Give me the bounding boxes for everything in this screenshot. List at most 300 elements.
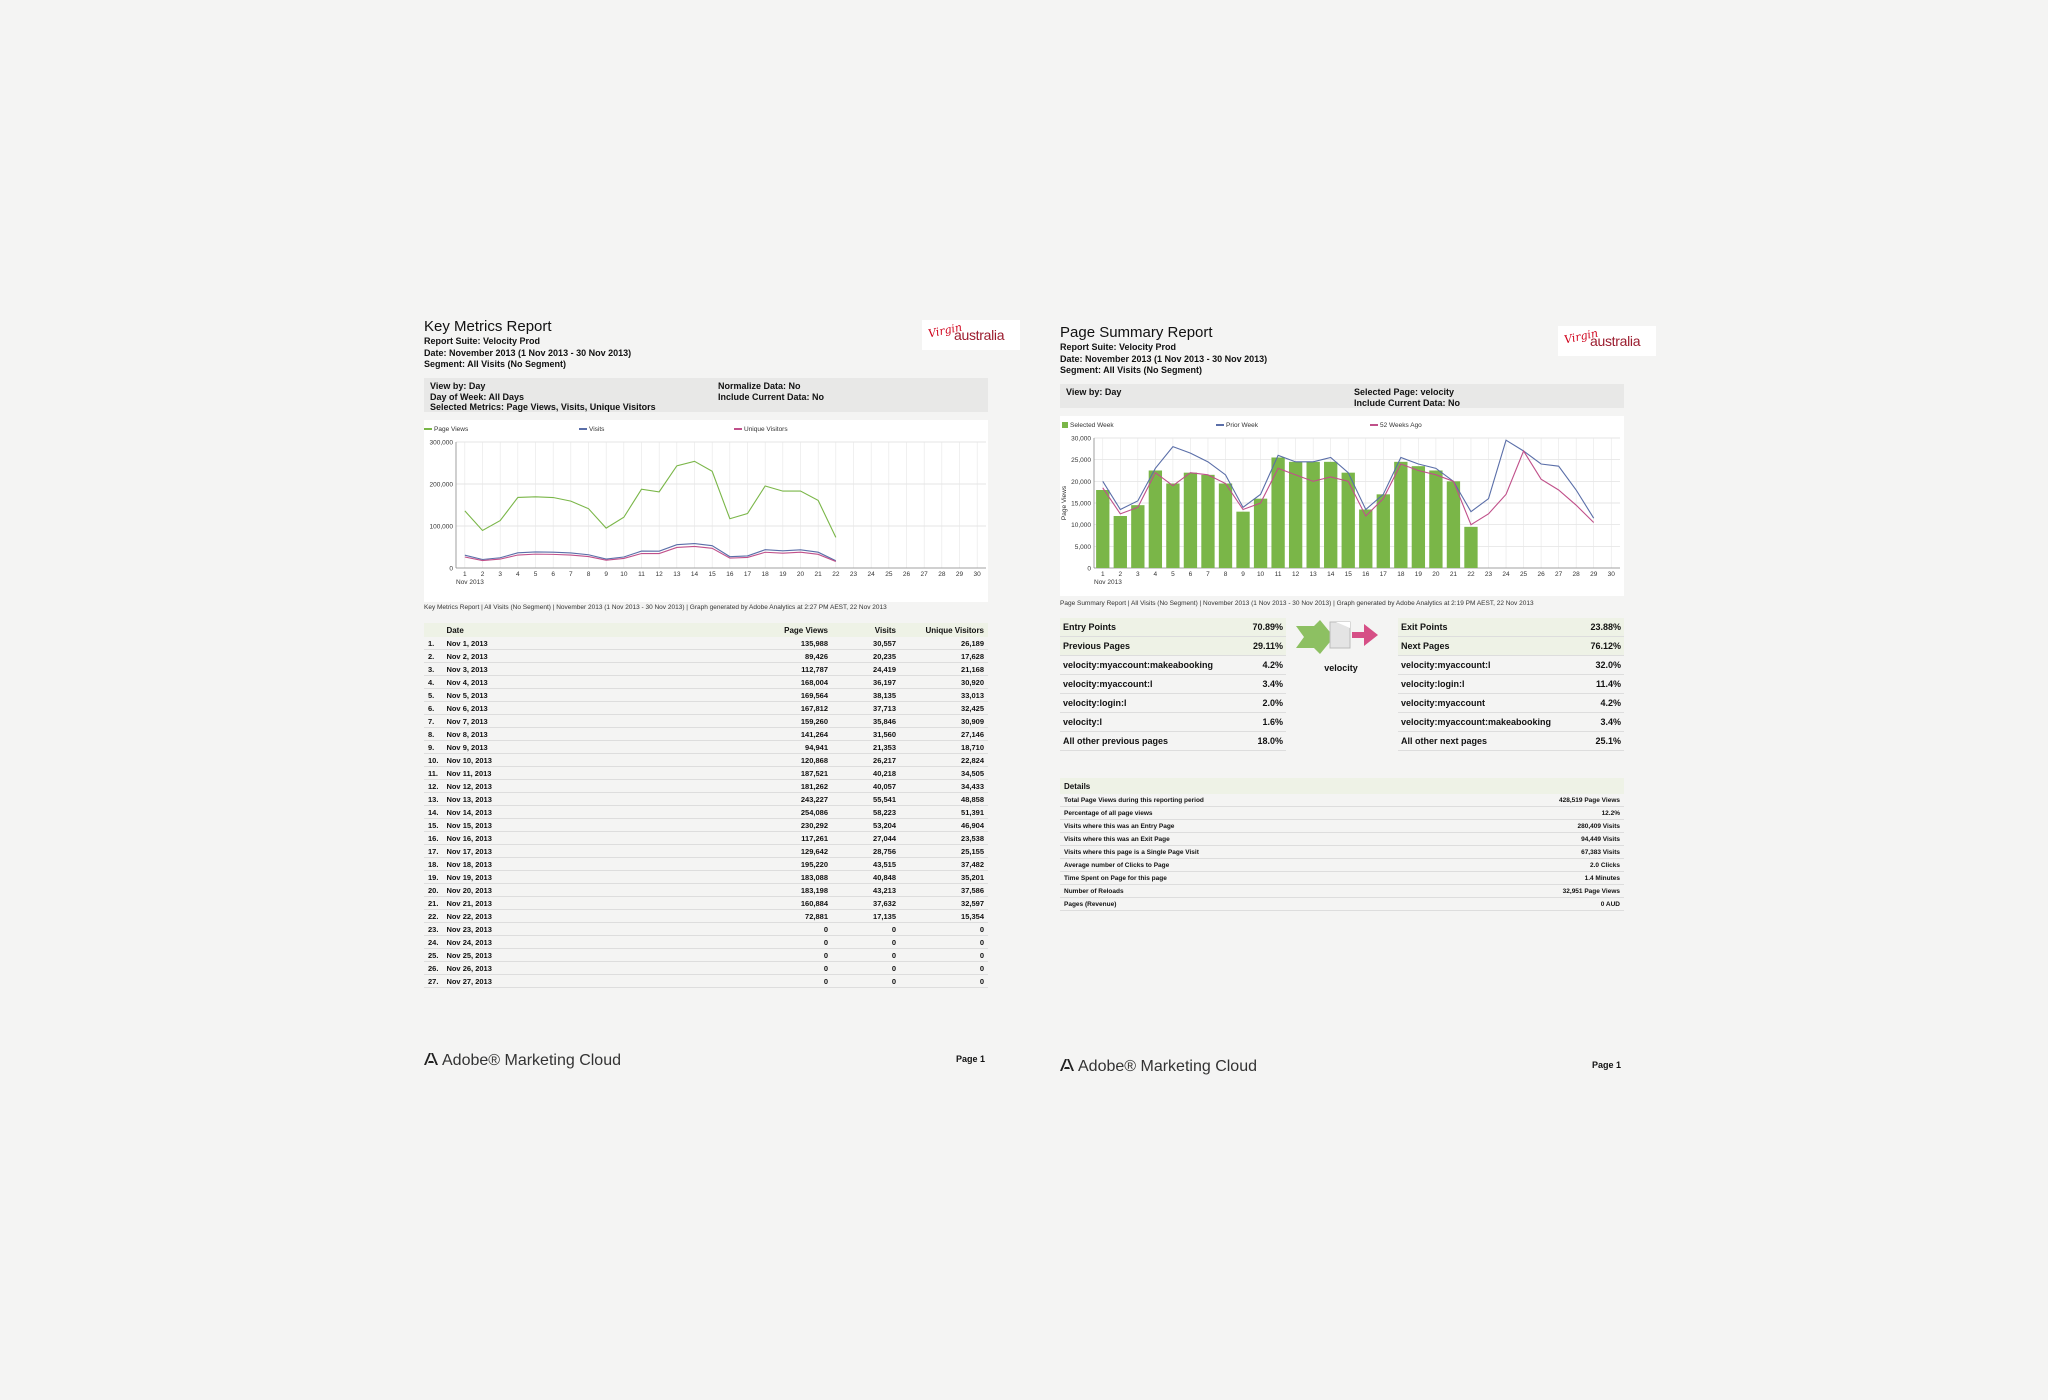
y-tick-label: 300,000 <box>429 439 453 447</box>
col-date: Date <box>442 623 744 637</box>
details-label: Time Spent on Page for this page <box>1060 872 1445 885</box>
x-tick-label: 2 <box>1118 571 1123 578</box>
page-percent: 11.4% <box>1581 675 1624 694</box>
x-tick-label: 29 <box>1590 571 1598 578</box>
row-visits: 31,560 <box>832 728 900 741</box>
row-date: Nov 26, 2013 <box>442 962 744 975</box>
x-tick-label: 9 <box>604 571 608 578</box>
next-pages-row <box>1398 637 1624 656</box>
logo-mark: Virgin <box>927 320 964 341</box>
details-label: Number of Reloads <box>1060 885 1445 898</box>
table-row <box>424 923 988 936</box>
bar <box>1412 466 1425 568</box>
bar <box>1394 462 1407 568</box>
previous-pages-value: 29.11% <box>1243 637 1286 656</box>
option-day-of-week: Day of Week: All Days <box>430 391 525 402</box>
details-row <box>1060 820 1624 833</box>
report-segment: Segment: All Visits (No Segment) <box>424 359 567 369</box>
exit-points-row <box>1398 618 1624 637</box>
row-page-views: 181,262 <box>744 780 832 793</box>
row-date: Nov 17, 2013 <box>442 845 744 858</box>
table-row <box>424 871 988 884</box>
page-percent: 2.0% <box>1243 694 1286 713</box>
details-table <box>1060 778 1624 911</box>
row-unique-visitors: 37,482 <box>900 858 988 871</box>
bar <box>1359 510 1372 569</box>
row-visits: 40,218 <box>832 767 900 780</box>
bar <box>1236 512 1249 568</box>
series-line-visits <box>465 544 836 561</box>
series-selected-week <box>1096 458 1478 569</box>
row-unique-visitors: 0 <box>900 962 988 975</box>
exit-page-row <box>1398 713 1624 732</box>
row-page-views: 187,521 <box>744 767 832 780</box>
row-date: Nov 18, 2013 <box>442 858 744 871</box>
table-row <box>424 884 988 897</box>
x-tick-label: 28 <box>1572 571 1580 578</box>
report-date: Date: November 2013 (1 Nov 2013 - 30 Nov 2013) <box>424 347 632 358</box>
row-unique-visitors: 33,013 <box>900 689 988 702</box>
row-visits: 38,135 <box>832 689 900 702</box>
row-unique-visitors: 26,189 <box>900 637 988 650</box>
row-date: Nov 15, 2013 <box>442 819 744 832</box>
legend-label: Visits <box>589 426 605 433</box>
logo-word: australia <box>1590 333 1641 349</box>
row-rank: 2. <box>424 650 442 663</box>
bar-line-chart <box>1060 432 1624 592</box>
row-rank: 16. <box>424 832 442 845</box>
logo-mark: Virgin <box>1563 326 1600 347</box>
page-name: velocity:l <box>1060 713 1243 732</box>
row-unique-visitors: 17,628 <box>900 650 988 663</box>
table-row <box>424 676 988 689</box>
bar <box>1114 516 1127 568</box>
row-page-views: 120,868 <box>744 754 832 767</box>
row-unique-visitors: 37,586 <box>900 884 988 897</box>
x-sublabel: Nov 2013 <box>456 579 484 586</box>
entry-page-row <box>1060 675 1286 694</box>
row-visits: 40,848 <box>832 871 900 884</box>
row-rank: 1. <box>424 637 442 650</box>
legend-swatch <box>1216 424 1224 426</box>
table-row <box>424 767 988 780</box>
page-percent: 3.4% <box>1581 713 1624 732</box>
legend-label: Selected Week <box>1070 422 1114 429</box>
bar <box>1447 481 1460 568</box>
bar <box>1201 475 1214 568</box>
row-visits: 20,235 <box>832 650 900 663</box>
table-header-row <box>424 623 988 637</box>
y-tick-label: 15,000 <box>1071 500 1091 508</box>
row-rank: 22. <box>424 910 442 923</box>
row-rank: 23. <box>424 923 442 936</box>
row-rank: 6. <box>424 702 442 715</box>
entry-points-value: 70.89% <box>1243 618 1286 637</box>
table-row <box>424 949 988 962</box>
adobe-marketing-cloud-brand <box>1060 1058 1257 1076</box>
table-row <box>424 910 988 923</box>
legend-label: Page Views <box>434 426 469 433</box>
page-name: velocity:myaccount:l <box>1398 656 1581 675</box>
x-tick-label: 3 <box>1136 571 1140 578</box>
row-page-views: 89,426 <box>744 650 832 663</box>
exit-points-table <box>1398 618 1624 751</box>
row-date: Nov 23, 2013 <box>442 923 744 936</box>
x-tick-label: 17 <box>743 571 752 578</box>
row-visits: 55,541 <box>832 793 900 806</box>
x-tick-label: 5 <box>533 571 538 578</box>
row-rank: 7. <box>424 715 442 728</box>
row-visits: 0 <box>832 975 900 988</box>
bar <box>1342 473 1355 568</box>
legend-item-prior-week <box>1216 422 1258 429</box>
x-tick-label: 5 <box>1171 571 1175 578</box>
col-unique-visitors: Unique Visitors <box>900 623 988 637</box>
bar <box>1377 494 1390 568</box>
y-tick-label: 0 <box>1087 565 1091 573</box>
row-visits: 58,223 <box>832 806 900 819</box>
virgin-australia-logo <box>1558 326 1656 356</box>
exit-page-row <box>1398 694 1624 713</box>
details-row <box>1060 807 1624 820</box>
row-unique-visitors: 25,155 <box>900 845 988 858</box>
row-unique-visitors: 0 <box>900 975 988 988</box>
legend-swatch <box>734 428 742 430</box>
table-row <box>424 780 988 793</box>
option-include-current: Include Current Data: No <box>1354 397 1461 408</box>
x-tick-label: 10 <box>620 571 628 578</box>
page-percent: 32.0% <box>1581 656 1624 675</box>
x-tick-label: 20 <box>1432 571 1440 578</box>
details-row <box>1060 872 1624 885</box>
x-tick-label: 23 <box>849 571 858 578</box>
row-page-views: 0 <box>744 949 832 962</box>
bar <box>1166 484 1179 569</box>
option-view-by: View by: Day <box>430 381 486 391</box>
page-number: Page 1 <box>1592 1060 1622 1070</box>
details-row <box>1060 833 1624 846</box>
table-row <box>424 728 988 741</box>
x-tick-label: 22 <box>832 571 840 578</box>
legend-item-page-views <box>424 426 468 433</box>
table-row <box>424 897 988 910</box>
details-header: Details <box>1060 778 1624 794</box>
selected-page-label: velocity <box>1324 663 1358 673</box>
row-date: Nov 16, 2013 <box>442 832 744 845</box>
row-visits: 35,846 <box>832 715 900 728</box>
row-unique-visitors: 34,433 <box>900 780 988 793</box>
page-name: velocity:myaccount:makeabooking <box>1060 656 1243 675</box>
row-page-views: 183,198 <box>744 884 832 897</box>
adobe-logo-icon <box>424 1052 438 1066</box>
col-page-views: Page Views <box>744 623 832 637</box>
page-summary-report-page <box>1058 318 1658 1098</box>
x-tick-label: 20 <box>796 571 805 578</box>
entry-page-row <box>1060 732 1286 751</box>
row-visits: 0 <box>832 936 900 949</box>
row-page-views: 167,812 <box>744 702 832 715</box>
details-label: Average number of Clicks to Page <box>1060 859 1445 872</box>
table-row <box>424 715 988 728</box>
page-name: velocity:myaccount:l <box>1060 675 1243 694</box>
option-selected-page: Selected Page: velocity <box>1354 387 1455 397</box>
row-rank: 5. <box>424 689 442 702</box>
row-page-views: 195,220 <box>744 858 832 871</box>
row-page-views: 160,884 <box>744 897 832 910</box>
x-tick-label: 3 <box>498 571 502 578</box>
x-tick-label: 12 <box>1292 571 1300 578</box>
table-row <box>424 754 988 767</box>
bar <box>1271 458 1284 569</box>
row-rank: 13. <box>424 793 442 806</box>
x-tick-label: 11 <box>1274 571 1282 578</box>
row-rank: 20. <box>424 884 442 897</box>
row-rank: 27. <box>424 975 442 988</box>
row-date: Nov 14, 2013 <box>442 806 744 819</box>
page-name: velocity:login:l <box>1060 694 1243 713</box>
table-row <box>424 689 988 702</box>
x-tick-label: 25 <box>885 571 893 578</box>
row-date: Nov 5, 2013 <box>442 689 744 702</box>
legend-swatch <box>579 428 587 430</box>
page-percent: 4.2% <box>1581 694 1624 713</box>
details-row <box>1060 898 1624 911</box>
y-axis-label: Page Views <box>1061 485 1068 521</box>
x-tick-label: 7 <box>1206 571 1210 578</box>
row-page-views: 230,292 <box>744 819 832 832</box>
bar <box>1149 471 1162 569</box>
legend-label: Unique Visitors <box>744 426 788 433</box>
bar <box>1131 505 1144 568</box>
details-header-row <box>1060 778 1624 794</box>
table-row <box>424 962 988 975</box>
row-rank: 19. <box>424 871 442 884</box>
bar <box>1096 490 1109 568</box>
details-row <box>1060 846 1624 859</box>
y-tick-label: 10,000 <box>1071 522 1091 530</box>
next-pages-label: Next Pages <box>1398 637 1581 656</box>
details-value: 32,951 Page Views <box>1445 885 1624 898</box>
row-visits: 0 <box>832 949 900 962</box>
report-options <box>1060 384 1624 408</box>
row-visits: 30,557 <box>832 637 900 650</box>
table-row <box>424 663 988 676</box>
details-value: 94,449 Visits <box>1445 833 1624 846</box>
details-value: 0 AUD <box>1445 898 1624 911</box>
previous-pages-label: Previous Pages <box>1060 637 1243 656</box>
bar <box>1219 484 1232 569</box>
y-tick-label: 200,000 <box>429 481 453 489</box>
row-visits: 43,515 <box>832 858 900 871</box>
x-tick-label: 6 <box>551 571 555 578</box>
row-rank: 10. <box>424 754 442 767</box>
table-row <box>424 975 988 988</box>
x-tick-label: 1 <box>463 571 467 578</box>
table-row <box>424 936 988 949</box>
key-metrics-chart <box>424 420 988 602</box>
report-suite: Report Suite: Velocity Prod <box>1060 342 1177 352</box>
bar <box>1289 462 1302 568</box>
details-label: Percentage of all page views <box>1060 807 1445 820</box>
entry-page-row <box>1060 694 1286 713</box>
x-tick-label: 8 <box>1223 571 1228 578</box>
x-tick-label: 15 <box>1344 571 1352 578</box>
row-page-views: 183,088 <box>744 871 832 884</box>
bar <box>1307 462 1320 568</box>
row-date: Nov 27, 2013 <box>442 975 744 988</box>
legend-item-selected-week <box>1062 422 1114 429</box>
bar <box>1184 473 1197 568</box>
details-label: Visits where this page is a Single Page Visit <box>1060 846 1445 859</box>
table-row <box>424 741 988 754</box>
x-tick-label: 27 <box>920 571 928 578</box>
option-view-by: View by: Day <box>1066 387 1122 397</box>
page-percent: 3.4% <box>1243 675 1286 694</box>
entry-page-row <box>1060 656 1286 675</box>
page-percent: 1.6% <box>1243 713 1286 732</box>
x-tick-label: 6 <box>1188 571 1193 578</box>
chart-footnote: Page Summary Report | All Visits (No Segment) | November 2013 (1 Nov 2013 - 30 Nov 2013) | Graph generated by Adobe Analytics at 2:19 PM AEST, 22 Nov 2013 <box>1060 600 1534 607</box>
x-tick-label: 25 <box>1519 571 1528 578</box>
row-rank: 21. <box>424 897 442 910</box>
row-rank: 3. <box>424 663 442 676</box>
exit-page-row <box>1398 732 1624 751</box>
y-tick-label: 20,000 <box>1071 478 1091 486</box>
x-tick-label: 16 <box>1362 571 1370 578</box>
details-value: 2.0 Clicks <box>1445 859 1624 872</box>
row-unique-visitors: 0 <box>900 923 988 936</box>
page-title: Page Summary Report <box>1060 324 1213 341</box>
details-value: 12.2% <box>1445 807 1624 820</box>
table-row <box>424 650 988 663</box>
row-unique-visitors: 46,904 <box>900 819 988 832</box>
row-date: Nov 25, 2013 <box>442 949 744 962</box>
page-percent: 4.2% <box>1243 656 1286 675</box>
row-unique-visitors: 0 <box>900 936 988 949</box>
row-date: Nov 22, 2013 <box>442 910 744 923</box>
table-row <box>424 806 988 819</box>
bar <box>1254 499 1267 568</box>
row-date: Nov 13, 2013 <box>442 793 744 806</box>
y-tick-label: 30,000 <box>1071 435 1091 443</box>
x-tick-label: 8 <box>586 571 591 578</box>
exit-points-value: 23.88% <box>1581 618 1624 637</box>
page-flow-graphic <box>1296 620 1386 673</box>
y-tick-label: 100,000 <box>429 523 453 531</box>
x-tick-label: 15 <box>708 571 716 578</box>
details-value: 280,409 Visits <box>1445 820 1624 833</box>
row-unique-visitors: 51,391 <box>900 806 988 819</box>
x-tick-label: 28 <box>938 571 946 578</box>
row-rank: 25. <box>424 949 442 962</box>
row-unique-visitors: 27,146 <box>900 728 988 741</box>
x-tick-label: 26 <box>902 571 911 578</box>
details-value: 1.4 Minutes <box>1445 872 1624 885</box>
details-row <box>1060 859 1624 872</box>
legend-swatch <box>1062 422 1068 428</box>
logo-word: australia <box>954 327 1005 343</box>
option-selected-metrics: Selected Metrics: Page Views, Visits, Unique Visitors <box>430 402 656 412</box>
row-visits: 37,632 <box>832 897 900 910</box>
table-row <box>424 637 988 650</box>
entry-points-row <box>1060 618 1286 637</box>
x-tick-label: 4 <box>516 571 520 578</box>
row-visits: 26,217 <box>832 754 900 767</box>
line-chart <box>424 436 988 596</box>
legend-item-unique-visitors <box>734 426 788 433</box>
row-date: Nov 7, 2013 <box>442 715 744 728</box>
details-label: Total Page Views during this reporting period <box>1060 794 1445 807</box>
x-tick-label: 23 <box>1484 571 1493 578</box>
chart-footnote: Key Metrics Report | All Visits (No Segment) | November 2013 (1 Nov 2013 - 30 Nov 2013) | Graph generated by Adobe Analytics at 2:27 PM AEST, 22 Nov 2013 <box>424 604 887 611</box>
report-segment: Segment: All Visits (No Segment) <box>1060 365 1203 375</box>
details-row <box>1060 794 1624 807</box>
x-tick-label: 14 <box>690 571 699 578</box>
row-page-views: 169,564 <box>744 689 832 702</box>
legend-swatch <box>424 428 432 430</box>
row-visits: 37,713 <box>832 702 900 715</box>
row-page-views: 254,086 <box>744 806 832 819</box>
row-page-views: 159,260 <box>744 715 832 728</box>
row-unique-visitors: 21,168 <box>900 663 988 676</box>
row-page-views: 141,264 <box>744 728 832 741</box>
page-percent: 18.0% <box>1243 732 1286 751</box>
row-visits: 40,057 <box>832 780 900 793</box>
row-unique-visitors: 0 <box>900 949 988 962</box>
x-tick-label: 19 <box>779 571 787 578</box>
details-value: 428,519 Page Views <box>1445 794 1624 807</box>
table-row <box>424 858 988 871</box>
details-label: Pages (Revenue) <box>1060 898 1445 911</box>
row-visits: 27,044 <box>832 832 900 845</box>
page-number: Page 1 <box>956 1054 986 1064</box>
next-pages-value: 76.12% <box>1581 637 1624 656</box>
row-unique-visitors: 35,201 <box>900 871 988 884</box>
row-date: Nov 19, 2013 <box>442 871 744 884</box>
report-meta <box>1060 342 1267 377</box>
page-percent: 25.1% <box>1581 732 1624 751</box>
row-unique-visitors: 34,505 <box>900 767 988 780</box>
row-visits: 28,756 <box>832 845 900 858</box>
x-tick-label: 24 <box>1502 571 1510 578</box>
x-tick-label: 21 <box>1449 571 1458 578</box>
row-page-views: 94,941 <box>744 741 832 754</box>
row-rank: 14. <box>424 806 442 819</box>
entry-points-label: Entry Points <box>1060 618 1243 637</box>
row-rank: 26. <box>424 962 442 975</box>
row-unique-visitors: 30,909 <box>900 715 988 728</box>
x-tick-label: 7 <box>569 571 573 578</box>
row-unique-visitors: 15,354 <box>900 910 988 923</box>
report-options <box>424 378 988 412</box>
details-label: Visits where this was an Entry Page <box>1060 820 1445 833</box>
row-rank: 11. <box>424 767 442 780</box>
col-visits: Visits <box>832 623 900 637</box>
x-tick-label: 26 <box>1537 571 1545 578</box>
brand-text: Adobe® Marketing Cloud <box>1078 1058 1257 1075</box>
row-date: Nov 9, 2013 <box>442 741 744 754</box>
row-rank: 18. <box>424 858 442 871</box>
row-page-views: 112,787 <box>744 663 832 676</box>
row-visits: 21,353 <box>832 741 900 754</box>
row-date: Nov 24, 2013 <box>442 936 744 949</box>
flow-arrows-icon <box>1296 620 1386 654</box>
row-rank: 15. <box>424 819 442 832</box>
x-tick-label: 14 <box>1327 571 1335 578</box>
x-tick-label: 29 <box>955 571 964 578</box>
x-tick-label: 13 <box>1309 571 1317 578</box>
table-row <box>424 832 988 845</box>
